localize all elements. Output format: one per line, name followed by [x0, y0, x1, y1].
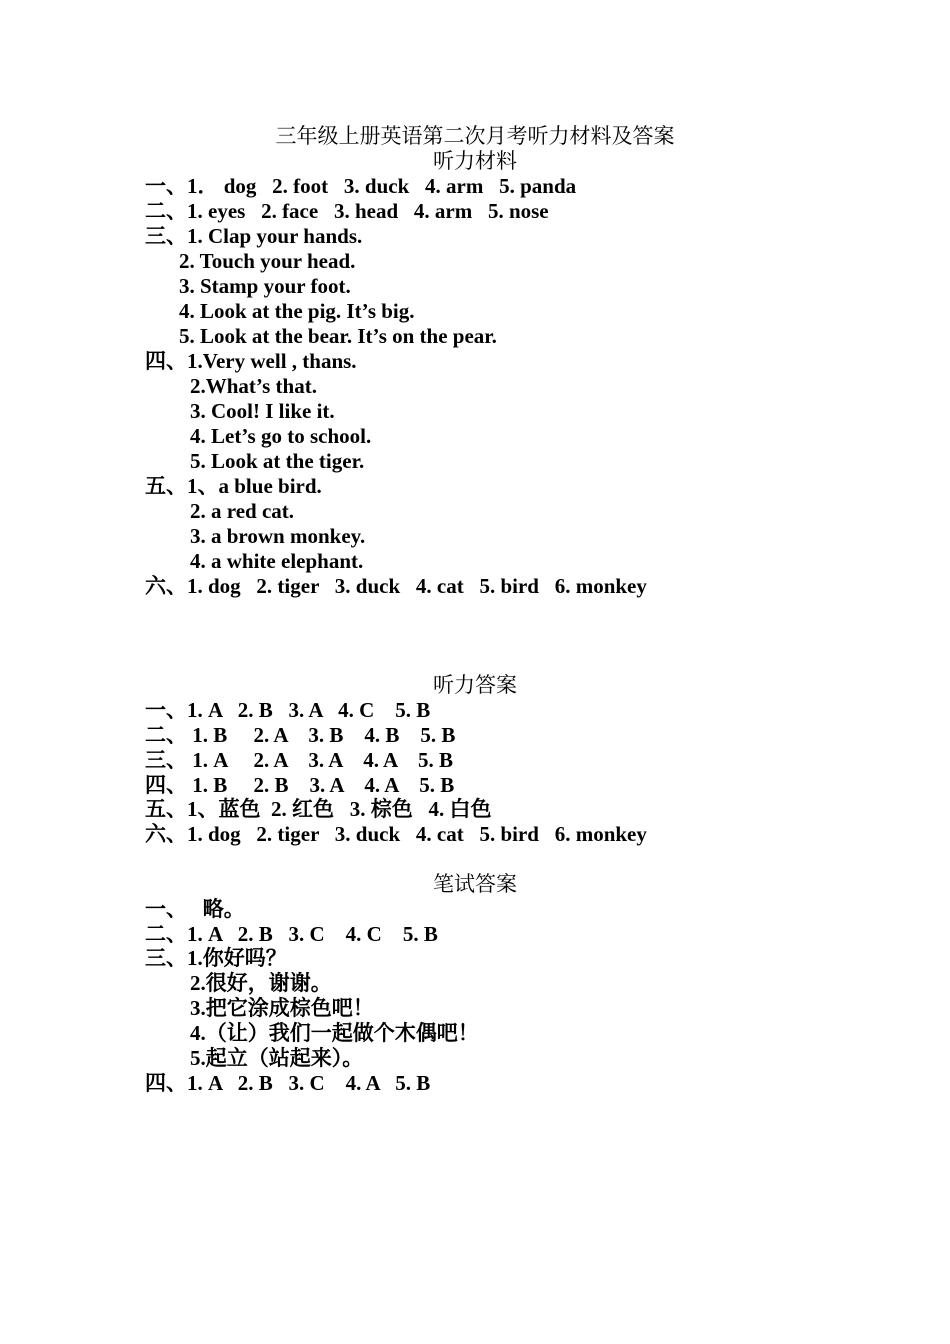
listening-material-line: 3. a brown monkey. [190, 524, 366, 548]
document-title: 三年级上册英语第二次月考听力材料及答案 [275, 124, 675, 148]
written-answer-line: 一、 略。 [145, 897, 245, 921]
written-answer-line: 4.（让）我们一起做个木偶吧！ [190, 1021, 479, 1045]
listening-material-line: 三、1. Clap your hands. [145, 224, 363, 248]
listening-material-line: 5. Look at the tiger. [190, 449, 365, 473]
listening-answer-line: 六、1. dog 2. tiger 3. duck 4. cat 5. bird 6. monkey [145, 822, 647, 846]
listening-material-line: 4. Look at the pig. It’s big. [179, 299, 415, 323]
listening-material-line: 一、1． dog 2. foot 3. duck 4. arm 5. panda [145, 174, 577, 198]
written-answer-line: 5.起立（站起来）。 [190, 1046, 364, 1070]
listening-answer-line: 二、 1. B 2. A 3. B 4. B 5. B [145, 723, 456, 747]
listening-answer-line: 五、1、蓝色 2. 红色 3. 棕色 4. 白色 [145, 797, 492, 821]
written-answer-line: 3.把它涂成棕色吧！ [190, 996, 374, 1020]
listening-material-heading: 听力材料 [433, 149, 517, 173]
listening-answers-heading: 听力答案 [433, 673, 517, 697]
listening-answer-line: 三、 1. A 2. A 3. A 4. A 5. B [145, 748, 454, 772]
listening-material-line: 四、1.Very well , thans. [145, 349, 357, 373]
written-answer-line: 二、1. A 2. B 3. C 4. C 5. B [145, 922, 438, 946]
listening-material-line: 3. Cool! I like it. [190, 399, 335, 423]
listening-material-line: 5. Look at the bear. It’s on the pear. [179, 324, 497, 348]
listening-answer-line: 一、1. A 2. B 3. A 4. C 5. B [145, 698, 431, 722]
listening-material-line: 五、1、a blue bird. [145, 474, 322, 498]
written-answer-line: 三、1.你好吗？ [145, 946, 287, 970]
written-answer-line: 四、1. A 2. B 3. C 4. A 5. B [145, 1071, 431, 1095]
listening-answer-line: 四、 1. B 2. B 3. A 4. A 5. B [145, 773, 455, 797]
listening-material-line: 4. a white elephant. [190, 549, 364, 573]
listening-material-line: 六、1. dog 2. tiger 3. duck 4. cat 5. bird 6. monkey [145, 574, 647, 598]
written-answers-heading: 笔试答案 [433, 872, 517, 896]
listening-material-line: 2. Touch your head. [179, 249, 356, 273]
written-answer-line: 2.很好，谢谢。 [190, 971, 332, 995]
listening-material-line: 2. a red cat. [190, 499, 295, 523]
listening-material-line: 3. Stamp your foot. [179, 274, 351, 298]
listening-material-line: 4. Let’s go to school. [190, 424, 372, 448]
listening-material-line: 2.What’s that. [190, 374, 317, 398]
listening-material-line: 二、1. eyes 2. face 3. head 4. arm 5. nose [145, 199, 549, 223]
